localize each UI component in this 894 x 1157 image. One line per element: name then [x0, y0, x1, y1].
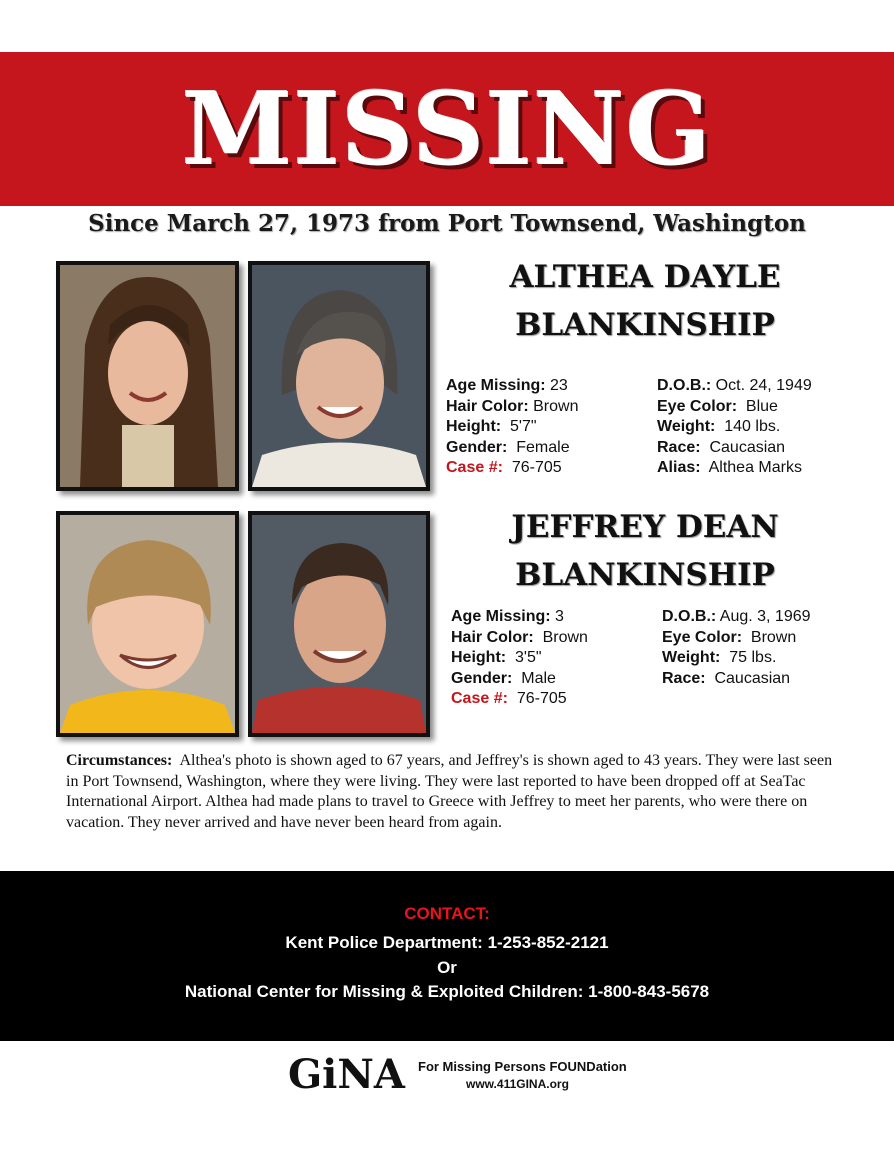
althea-first-name: ALTHEA DAYLE — [509, 259, 781, 295]
fact-label: Height: — [446, 418, 502, 435]
fact-value: Blue — [745, 397, 778, 415]
contact-ncmec-line: National Center for Missing & Exploited Children: 1-800-843-5678 — [184, 982, 710, 1001]
fact-value: Brown — [542, 628, 588, 646]
fact-value: Brown — [533, 397, 579, 415]
fact-value: Althea Marks — [708, 459, 802, 476]
althea-facts-left — [446, 376, 578, 479]
case-value: 76-705 — [516, 690, 567, 707]
jeffrey-last-name: BLANKINSHIP — [515, 557, 775, 593]
althea-facts-right — [657, 376, 812, 479]
fact-label: Eye Color: — [662, 628, 743, 646]
fact-label: Hair Color: — [451, 628, 534, 646]
fact-label: Race: — [657, 438, 701, 456]
fact-label: Age Missing: — [451, 608, 551, 625]
jeffrey-photo-young — [56, 511, 239, 737]
fact-value: Female — [516, 438, 570, 456]
circumstances-paragraph — [66, 751, 836, 833]
gina-logo: GiNA — [288, 1051, 405, 1098]
gina-url[interactable]: www.411GINA.org — [466, 1077, 569, 1091]
fact-value: Caucasian — [714, 669, 791, 687]
circumstances-label: Circumstances: — [66, 752, 173, 769]
contact-panel — [0, 871, 894, 1041]
fact-value: 75 lbs. — [729, 649, 777, 666]
fact-value: 5'7" — [510, 418, 537, 435]
case-value: 76-705 — [511, 459, 562, 476]
missing-since-subtitle: Since March 27, 1973 from Port Townsend, Washington — [88, 210, 806, 237]
fact-value: 23 — [550, 377, 568, 394]
althea-name — [440, 253, 850, 349]
contact-heading: CONTACT: — [404, 904, 490, 923]
fact-value: Brown — [750, 628, 797, 646]
fact-label: Race: — [662, 669, 706, 687]
case-label: Case #: — [446, 459, 503, 476]
circumstances-text: Althea's photo is shown aged to 67 years, and Jeffrey's is shown aged to 43 years. They were last seen in Port Townsend, Washington, where they were living. They were last reported to have been dropped off at SeaTac International Airport. Althea had made plans to travel to Greece with Jeffrey to meet her parents, who were there on vacation. They never arrived and have never been heard from again. — [66, 752, 833, 831]
fact-value: Male — [521, 669, 556, 687]
fact-label: D.O.B.: — [662, 608, 717, 625]
fact-label: D.O.B.: — [657, 377, 712, 394]
gina-footer — [288, 1052, 628, 1102]
fact-label: Age Missing: — [446, 377, 546, 394]
gina-tagline: For Missing Persons FOUNDation — [418, 1059, 627, 1074]
jeffrey-name — [440, 503, 850, 599]
althea-last-name: BLANKINSHIP — [515, 307, 775, 343]
fact-value: Oct. 24, 1949 — [715, 377, 812, 394]
jeffrey-facts-left — [451, 607, 588, 710]
fact-value: 3'5" — [515, 649, 542, 666]
contact-or: Or — [437, 958, 457, 977]
fact-value: Aug. 3, 1969 — [719, 608, 811, 625]
jeffrey-photo-age-progressed — [248, 511, 430, 737]
fact-label: Height: — [451, 649, 507, 666]
fact-value: 140 lbs. — [724, 418, 781, 435]
fact-label: Eye Color: — [657, 397, 738, 415]
fact-label: Weight: — [662, 649, 721, 666]
fact-label: Gender: — [446, 438, 508, 456]
fact-label: Alias: — [657, 459, 701, 476]
contact-police-line: Kent Police Department: 1-253-852-2121 — [285, 933, 609, 952]
fact-label: Gender: — [451, 669, 513, 687]
althea-photo-young — [56, 261, 239, 491]
jeffrey-facts-right — [662, 607, 811, 689]
althea-photo-age-progressed — [248, 261, 430, 491]
banner-title: MISSING — [181, 70, 713, 188]
jeffrey-first-name: JEFFREY DEAN — [511, 509, 779, 545]
fact-label: Hair Color: — [446, 397, 529, 415]
case-label: Case #: — [451, 690, 508, 707]
fact-value: Caucasian — [709, 438, 786, 456]
fact-value: 3 — [555, 608, 564, 625]
fact-label: Weight: — [657, 418, 716, 435]
